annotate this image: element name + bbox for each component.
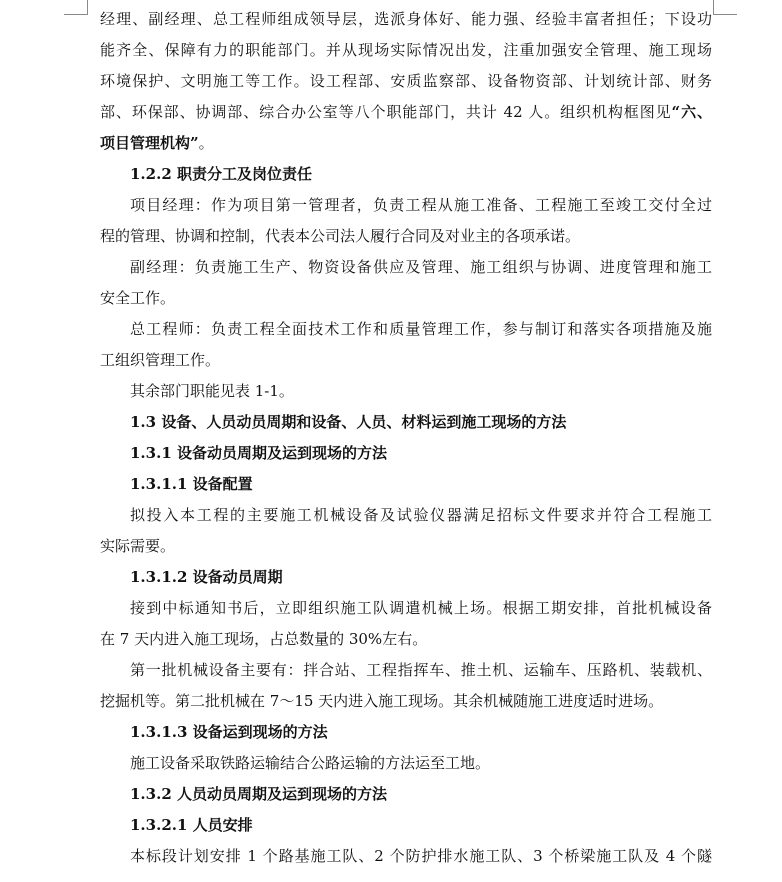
intro-line: 能齐全、保障有力的职能部门。并从现场实际情况出发，注重加强安全管理、施工现场 <box>100 41 712 59</box>
heading-1-3-1-2: 1.3.1.2 设备动员周期 <box>130 568 283 586</box>
intro-line: 环境保护、文明施工等工作。设工程部、安质监察部、设备物资部、计划统计部、财务 <box>100 72 712 90</box>
intro-line-end <box>100 128 712 159</box>
equipment-config-line: 拟投入本工程的主要施工机械设备及试验仪器满足招标文件要求并符合工程施工 <box>130 506 712 524</box>
project-manager-line: 项目经理：作为项目第一管理者，负责工程从施工准备、工程施工至竣工交付全过 <box>130 196 712 214</box>
heading-1-3-1-1: 1.3.1.1 设备配置 <box>130 475 253 493</box>
transport-method-line: 施工设备采取铁路运输结合公路运输的方法运至工地。 <box>130 754 491 772</box>
first-batch-line: 挖掘机等。第二批机械在 7～15 天内进入施工现场。其余机械随施工进度适时进场。 <box>100 692 664 710</box>
deputy-manager-line: 安全工作。 <box>100 289 176 307</box>
heading-1-3-2: 1.3.2 人员动员周期及运到现场的方法 <box>130 785 387 803</box>
heading-1-3-1-3: 1.3.1.3 设备运到现场的方法 <box>130 723 328 741</box>
staff-arrangement-line: 本标段计划安排 1 个路基施工队、2 个防护排水施工队、3 个桥梁施工队及 4 个隧 <box>130 847 712 865</box>
deputy-manager-line: 副经理：负责施工生产、物资设备供应及管理、施工组织与协调、进度管理和施工 <box>130 258 712 276</box>
document-body <box>100 4 712 872</box>
intro-line-text: 部、环保部、协调部、综合办公室等八个职能部门，共计 42 人。组织机构框图见 <box>100 103 672 121</box>
margin-corner-mark-right <box>713 0 737 15</box>
heading-1-3-2-1: 1.3.2.1 人员安排 <box>130 816 253 834</box>
intro-line: 经理、副经理、总工程师组成领导层，选派身体好、能力强、经验丰富者担任；下设功 <box>100 10 712 28</box>
mobilization-line: 接到中标通知书后，立即组织施工队调遣机械上场。根据工期安排，首批机械设备 <box>130 599 712 617</box>
chief-engineer-line: 总工程师：负责工程全面技术工作和质量管理工作，参与制订和落实各项措施及施 <box>130 320 712 338</box>
intro-line-with-reference <box>100 97 712 128</box>
equipment-config-line: 实际需要。 <box>100 537 176 555</box>
other-departments-line: 其余部门职能见表 1-1。 <box>130 382 294 400</box>
org-chart-reference-open: “六、 <box>671 103 712 121</box>
first-batch-line: 第一批机械设备主要有：拌合站、工程指挥车、推土机、运输车、压路机、装载机、 <box>130 661 712 679</box>
chief-engineer-line: 工组织管理工作。 <box>100 351 221 369</box>
margin-corner-mark-left <box>64 0 88 15</box>
org-chart-reference-title: 项目管理机构” <box>100 134 199 152</box>
heading-1-3-1: 1.3.1 设备动员周期及运到现场的方法 <box>130 444 387 462</box>
project-manager-line: 程的管理、协调和控制，代表本公司法人履行合同及对业主的各项承诺。 <box>100 227 581 245</box>
mobilization-line: 在 7 天内进入施工现场，占总数量的 30%左右。 <box>100 630 428 648</box>
heading-1-3: 1.3 设备、人员动员周期和设备、人员、材料运到施工现场的方法 <box>130 413 567 431</box>
intro-end-punct: 。 <box>198 134 214 152</box>
heading-1-2-2: 1.2.2 职责分工及岗位责任 <box>130 165 312 183</box>
